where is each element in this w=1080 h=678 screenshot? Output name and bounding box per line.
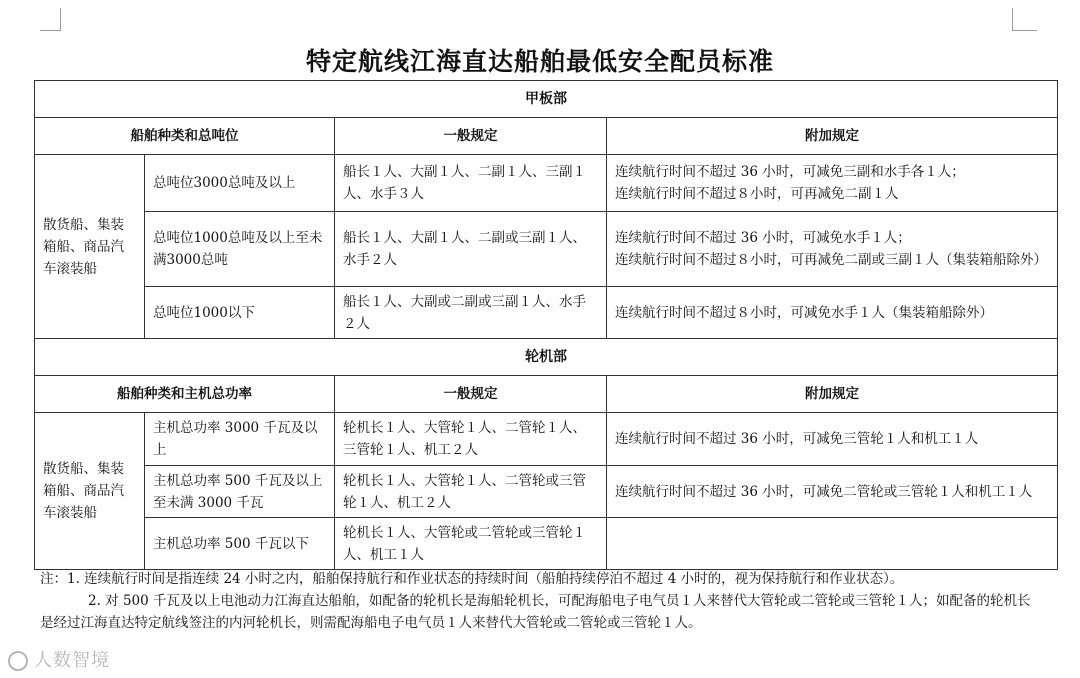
table-row — [35, 287, 1058, 339]
deck-section-title: 甲板部 — [35, 81, 1058, 118]
watermark-text: 人数智境 — [34, 650, 110, 671]
deck-additional-cell: 连续航行时间不超过８小时，可减免水手１人（集装箱船除外） — [607, 287, 1058, 339]
table-row — [35, 466, 1058, 518]
engine-additional-cell: 连续航行时间不超过 36 小时，可减免二管轮或三管轮１人和机工１人 — [607, 466, 1058, 518]
table-row — [35, 212, 1058, 287]
deck-general-cell: 船长１人、大副１人、二副１人、三副１人、水手３人 — [335, 155, 607, 212]
engine-general-cell: 轮机长１人、大管轮或二管轮或三管轮１人、机工１人 — [335, 518, 607, 570]
document-title: 特定航线江海直达船舶最低安全配员标准 — [305, 47, 774, 76]
engine-additional-cell — [607, 518, 1058, 570]
deck-general-cell: 船长１人、大副１人、二副或三副１人、水手２人 — [335, 212, 607, 287]
page-corner-mark-right — [1012, 8, 1037, 31]
deck-header-general: 一般规定 — [335, 118, 607, 155]
engine-section-row — [35, 339, 1058, 376]
engine-additional-cell: 连续航行时间不超过 36 小时，可减免三管轮１人和机工１人 — [607, 413, 1058, 466]
crew-standard-table — [34, 80, 1058, 570]
deck-header-additional: 附加规定 — [607, 118, 1058, 155]
deck-size-cell: 总吨位3000总吨及以上 — [145, 155, 335, 212]
engine-size-cell: 主机总功率 500 千瓦及以上至未满 3000 千瓦 — [145, 466, 335, 518]
deck-additional-cell: 连续航行时间不超过 36 小时，可减免三副和水手各１人； 连续航行时间不超过８小时，可再减免二副１人 — [607, 155, 1058, 212]
deck-size-cell: 总吨位1000以下 — [145, 287, 335, 339]
deck-category-cell: 散货船、集装箱船、商品汽车滚装船 — [35, 155, 145, 339]
engine-general-cell: 轮机长１人、大管轮１人、二管轮１人、三管轮１人、机工２人 — [335, 413, 607, 466]
engine-category-cell: 散货船、集装箱船、商品汽车滚装船 — [35, 413, 145, 570]
deck-section-row — [35, 81, 1058, 118]
deck-header-row — [35, 118, 1058, 155]
deck-general-cell: 船长１人、大副或二副或三副１人、水手２人 — [335, 287, 607, 339]
table-row — [35, 413, 1058, 466]
page-corner-mark-left — [40, 8, 61, 31]
deck-header-type: 船舶种类和总吨位 — [35, 118, 335, 155]
engine-header-type: 船舶种类和主机总功率 — [35, 376, 335, 413]
deck-additional-cell: 连续航行时间不超过 36 小时，可减免水手１人； 连续航行时间不超过８小时，可再减免二副或三副１人（集装箱船除外） — [607, 212, 1058, 287]
engine-header-general: 一般规定 — [335, 376, 607, 413]
engine-header-row — [35, 376, 1058, 413]
note-1: 注：1. 连续航行时间是指连续 24 小时之内，船舶保持航行和作业状态的持续时间（船舶持续停泊不超过 4 小时的，视为保持航行和作业状态）。 — [40, 571, 904, 587]
engine-size-cell: 主机总功率 3000 千瓦及以上 — [145, 413, 335, 466]
deck-size-cell: 总吨位1000总吨及以上至未满3000总吨 — [145, 212, 335, 287]
note-2: 2. 对 500 千瓦及以上电池动力江海直达船舶，如配备的轮机长是海船轮机长，可配海船电子电气员１人来替代大管轮或二管轮或三管轮１人；如配备的轮机长是经过江海直达特定航线签注的内河轮机长，则需配海船电子电气员１人来替代大管轮或二管轮或三管轮１人。 — [40, 593, 1031, 631]
table-row — [35, 518, 1058, 570]
engine-size-cell: 主机总功率 500 千瓦以下 — [145, 518, 335, 570]
engine-header-additional: 附加规定 — [607, 376, 1058, 413]
watermark-logo-icon — [8, 651, 28, 671]
engine-general-cell: 轮机长１人、大管轮１人、二管轮或三管轮１人、机工２人 — [335, 466, 607, 518]
watermark — [8, 646, 110, 672]
engine-section-title: 轮机部 — [35, 339, 1058, 376]
table-notes — [40, 568, 1040, 634]
table-row — [35, 155, 1058, 212]
